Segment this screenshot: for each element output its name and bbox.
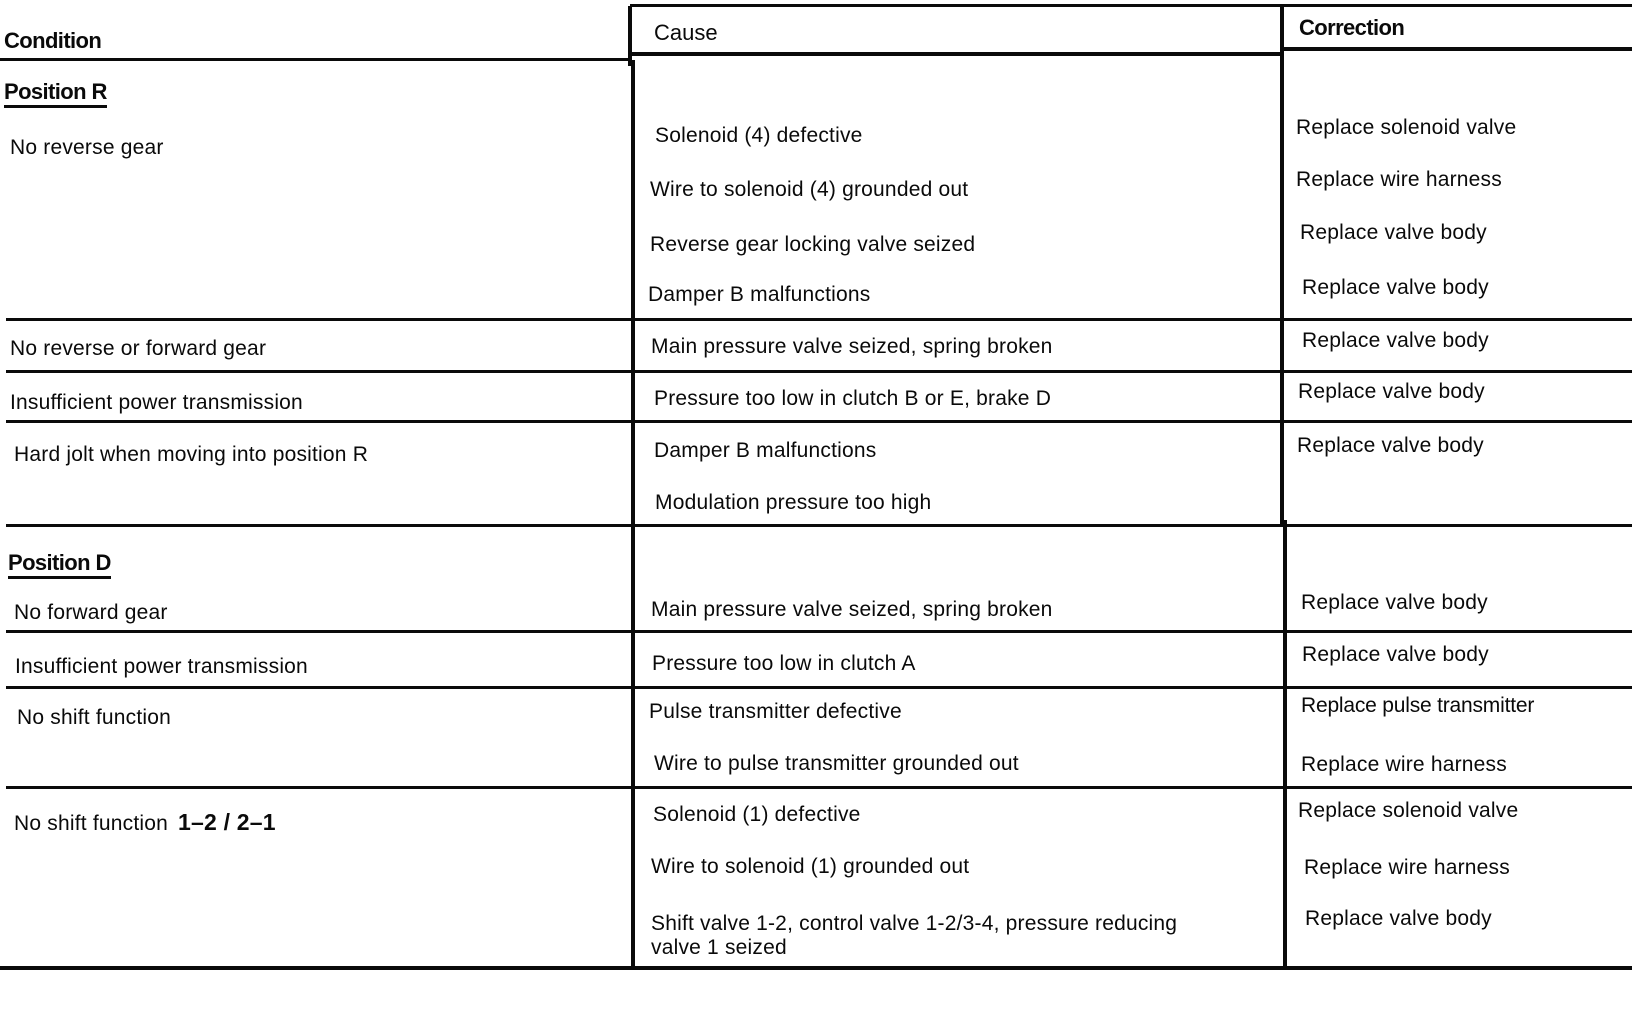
cause-cell: Main pressure valve seized, spring broken: [651, 335, 1053, 358]
condition-cell: No shift function: [17, 706, 171, 729]
correction-cell: Replace valve body: [1302, 329, 1489, 352]
correction-cell: Replace wire harness: [1304, 856, 1510, 879]
cause-cell: Main pressure valve seized, spring broken: [651, 598, 1053, 621]
correction-cell: Replace valve body: [1305, 907, 1492, 930]
row-rule: [6, 786, 1632, 789]
row-rule: [6, 318, 1632, 321]
correction-cell: Replace valve body: [1300, 221, 1487, 244]
condition-cell: Insufficient power transmission: [15, 655, 308, 678]
correction-cell: Replace wire harness: [1301, 753, 1507, 776]
row-rule: [6, 370, 1632, 373]
condition-cell: Hard jolt when moving into position R: [14, 443, 369, 466]
condition-text: No shift function: [14, 812, 168, 835]
condition-cell: No reverse gear: [10, 136, 164, 159]
cause-cell: Damper B malfunctions: [648, 283, 871, 306]
cause-cell: Pulse transmitter defective: [649, 700, 902, 723]
section-title-position-r: Position R: [4, 80, 107, 108]
correction-cell: Replace valve body: [1302, 276, 1489, 299]
correction-cell: Replace valve body: [1302, 643, 1489, 666]
header-correction: Correction: [1299, 15, 1405, 40]
cause-cell: Damper B malfunctions: [654, 439, 877, 462]
header-cause: Cause: [654, 20, 718, 45]
cause-cell: Reverse gear locking valve seized: [650, 233, 976, 256]
correction-cell: Replace valve body: [1297, 434, 1484, 457]
header-rule-correction: [1282, 47, 1632, 51]
row-rule: [6, 420, 1632, 423]
correction-cell: Replace wire harness: [1296, 168, 1502, 191]
cause-cell: Wire to pulse transmitter grounded out: [654, 752, 1019, 775]
condition-cell: [14, 810, 276, 836]
column-divider-2: [1283, 520, 1287, 970]
condition-cell: Insufficient power transmission: [10, 391, 303, 414]
column-divider-1: [628, 6, 632, 66]
row-rule: [6, 686, 1632, 689]
column-divider-1: [631, 60, 635, 970]
cause-cell: Pressure too low in clutch B or E, brake D: [654, 387, 1052, 410]
cause-cell: Shift valve 1-2, control valve 1-2/3-4, pressure reducing valve 1 seized: [651, 912, 1178, 959]
header-rule-condition: [0, 58, 628, 61]
cause-cell: Pressure too low in clutch A: [652, 652, 916, 675]
cause-cell: Solenoid (1) defective: [653, 803, 861, 826]
correction-cell: Replace valve body: [1298, 380, 1485, 403]
cause-cell: Wire to solenoid (4) grounded out: [650, 178, 969, 201]
cause-cell: Modulation pressure too high: [655, 491, 932, 514]
cause-cell: Solenoid (4) defective: [655, 124, 863, 147]
row-rule: [6, 524, 1632, 527]
section-title-position-d: Position D: [8, 551, 111, 579]
correction-cell: Replace pulse transmitter: [1301, 694, 1535, 717]
cause-cell: Wire to solenoid (1) grounded out: [651, 855, 970, 878]
column-divider-2: [1280, 6, 1284, 526]
row-rule: [6, 630, 1632, 633]
bottom-rule: [0, 966, 1632, 970]
condition-cell: No forward gear: [14, 601, 168, 624]
top-rule: [630, 4, 1632, 7]
condition-cell: No reverse or forward gear: [10, 337, 267, 360]
header-condition: Condition: [4, 28, 102, 53]
correction-cell: Replace solenoid valve: [1298, 799, 1519, 822]
correction-cell: Replace solenoid valve: [1296, 116, 1517, 139]
gear-shift-label: 1–2 / 2–1: [178, 809, 276, 835]
header-rule-cause: [630, 52, 1282, 56]
correction-cell: Replace valve body: [1301, 591, 1488, 614]
